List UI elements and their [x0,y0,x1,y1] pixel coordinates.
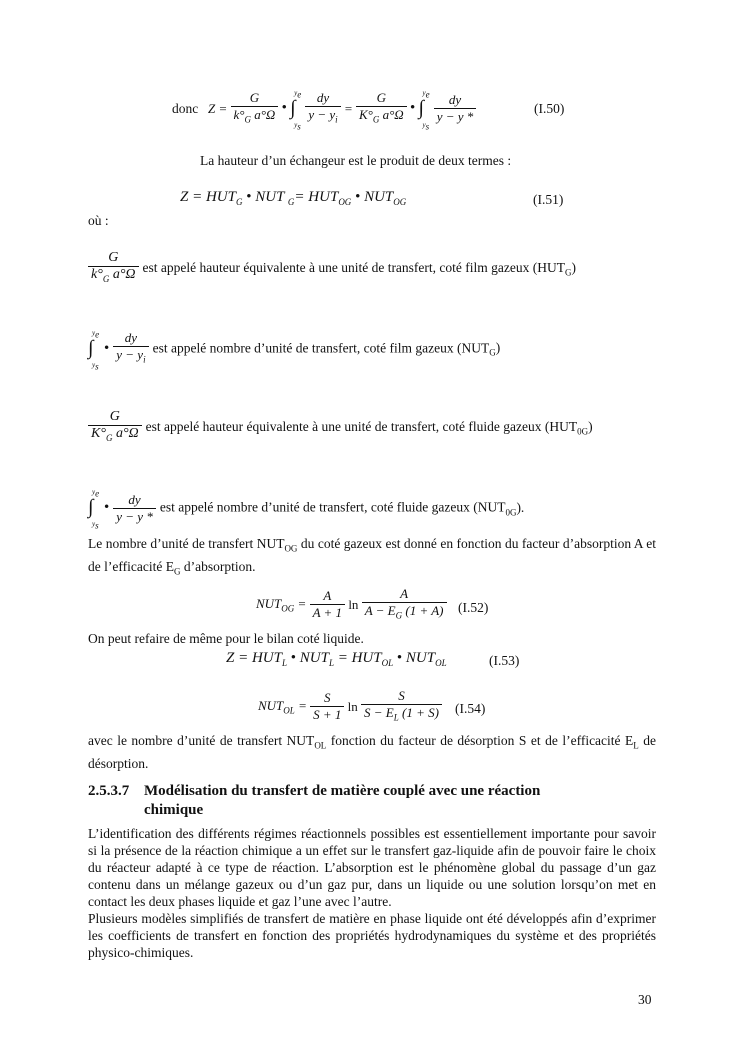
paragraph-regimes: L’identification des différents régimes réactionnels possibles est essentiellement importante pour savoir si la présence de la réaction chimique a un effet sur le transfert gaz-liquide afin de pouvoir faire le choix du réacteur adapté à ce type de réaction. L’absorption est le phénomène global du passage d’un gaz contenu dans un mélange gazeux ou d’un gaz pur, dans un liquide ou une solution lorsqu’on met en contact les deux phases liquide et gaz l’une avec l’autre. [88,826,656,909]
eq-I54-label: (I.54) [455,701,486,716]
ou-text: où : [88,213,109,228]
definition-nut-0g: ∫ $y_e$ $y_s$ • $\frac{dy}{y - y *}$ est appelé nombre d’unité de transfert, coté fluide gazeux $(NUT_{0G})$. [88,488,525,531]
definition-hut-g: $\frac{G}{k^\circ_G a^\circ\Omega}$ est appelé hauteur équivalente à une unité de transfert, coté film gazeux $(HUT_G)$ [88,250,576,287]
eq-I50-body: Z = $\frac{G}{k^\circ_G a^\circ\Omega}$ • ∫ $y_e$ $y_s$ $\frac{dy}{y - y_i}$ = $\frac{G}{K^\circ_G a^\circ\Omega}$ • ∫ $y_e$ $y_s$ $\frac{dy}{y - y *}$ [208,90,476,128]
paragraph-nut-ol: avec le nombre d’unité de transfert $NUT_{OL}$ fonction du facteur de désorption S et de l’efficacité $E_L$ de désorption. [88,733,656,771]
eq-I52-label: (I.52) [458,600,489,615]
definition-nut-g: ∫ $y_e$ $y_s$ • $\frac{dy}{y - y_i}$ est appelé nombre d’unité de transfert, coté film gazeux $(NUT_G)$ [88,328,501,372]
definition-hut-0g: $\frac{G}{K^\circ_G a^\circ\Omega}$ est appelé hauteur équivalente à une unité de transfert, coté fluide gazeux $(HUT_{0G})$ [88,409,593,446]
liquid-text: On peut refaire de même pour le bilan coté liquide. [88,631,364,646]
equation-I50 [172,90,592,138]
eq-I50-label: (I.50) [534,101,565,116]
intro-text: La hauteur d’un échangeur est le produit de deux termes : [200,153,512,168]
equation-I54: $NUT_{OL}$ = $\frac{S}{S + 1}$ ln $\frac{S}{S - E_L (1 + S)}$ [258,688,442,726]
eq-prefix: donc [172,101,199,116]
section-title: Modélisation du transfert de matière couplé avec une réaction chimique [144,783,541,818]
paragraph-models: Plusieurs modèles simplifiés de transfert de matière en phase liquide ont été développés afin d’exprimer les coefficients de transfert en fonction des propriétés hydrodynamiques du système et des propriétés physico-chimiques. [88,911,656,960]
equation-I52: $NUT_{OG}$ = $\frac{A}{A + 1}$ ln $\frac{A}{A - E_G (1 + A)}$ [256,586,447,624]
paragraph-nut-og: Le nombre d’unité de transfert $NUT_{OG}$ du coté gazeux est donné en fonction du facteur d’absorption A et de l’efficacité $E_G$ d’absorption. [88,536,656,577]
equation-I51: $Z = HUT_G$ • NUT $_G= HUT_{OG}$ • $NUT_{OG}$ [180,189,407,207]
section-heading [88,782,656,820]
eq-I53-label: (I.53) [489,653,520,668]
eq-I51-label: (I.51) [533,192,564,207]
section-number: 2.5.3.7 [88,783,130,799]
page-number: 30 [638,992,652,1007]
equation-I53: $Z = HUT_L$ • $NUT_L = HUT_{OL}$ • $NUT_{OL}$ [226,650,447,668]
